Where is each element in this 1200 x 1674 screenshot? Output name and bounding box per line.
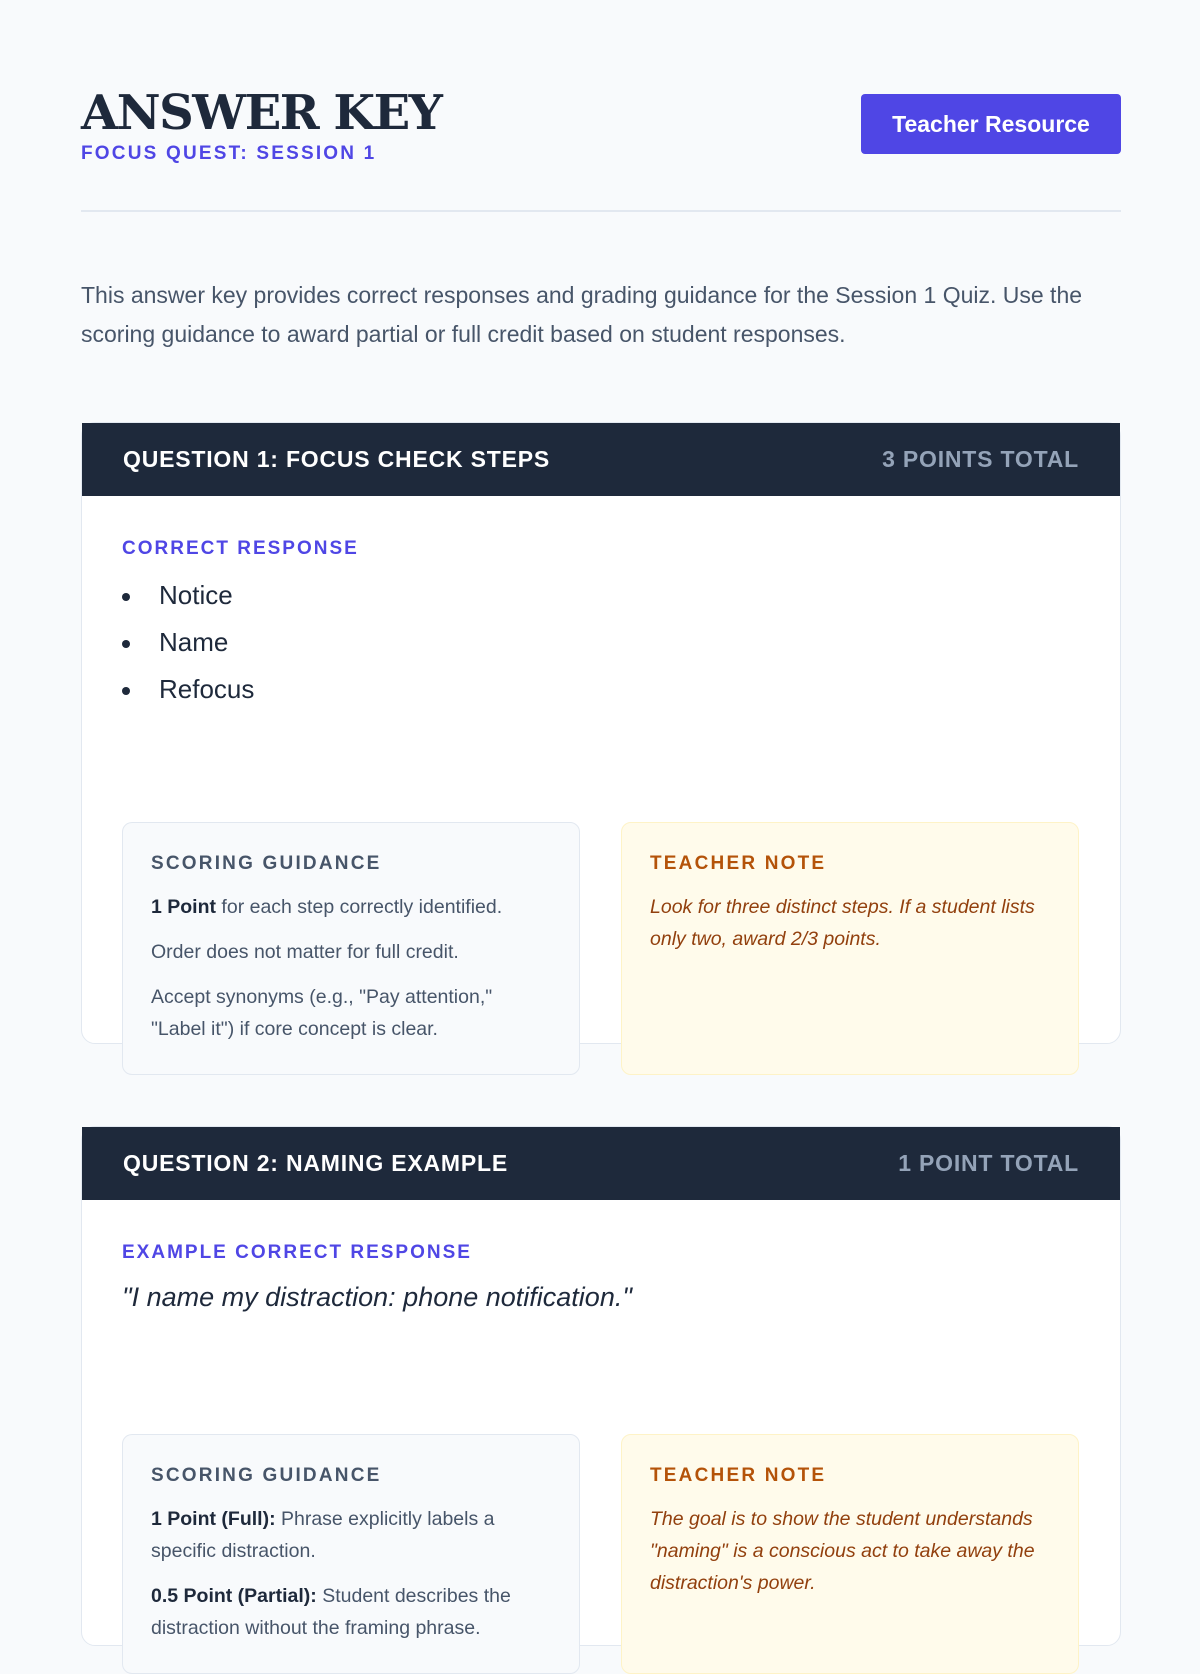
teacher-note-label: TEACHER NOTE <box>650 1465 827 1486</box>
question-header <box>82 423 1120 496</box>
answer-text: Refocus <box>159 674 255 704</box>
scoring-item-bold: 1 Point (Full): <box>151 1508 276 1530</box>
list-item <box>122 572 254 619</box>
question-title: QUESTION 1: FOCUS CHECK STEPS <box>123 446 551 472</box>
answer-text: Name <box>159 627 229 657</box>
list-item <box>122 619 254 666</box>
teacher-note-text: Look for three distinct steps. If a student lists only two, award 2/3 points. <box>650 896 1035 950</box>
bullet-icon <box>122 593 130 601</box>
scoring-item-text: Phrase explicitly labels a specific distraction. <box>151 1508 495 1562</box>
question-points: 1 POINT TOTAL <box>898 1150 1079 1176</box>
list-item <box>122 666 254 713</box>
scoring-item-text: Order does not matter for full credit. <box>151 941 459 963</box>
scoring-guidance-box <box>122 822 580 1075</box>
bullet-icon <box>122 687 130 695</box>
page-header <box>81 0 1121 212</box>
question-header <box>82 1127 1120 1200</box>
scoring-item-bold: 1 Point <box>151 896 217 918</box>
scoring-item-text: Student describes the distraction without the framing phrase. <box>151 1585 511 1639</box>
question-card-1 <box>81 422 1121 1044</box>
teacher-note-box <box>621 1434 1079 1674</box>
teacher-note-text: The goal is to show the student understands "naming" is a conscious act to take away the distraction's power. <box>650 1508 1035 1594</box>
page-title: ANSWER KEY <box>81 85 442 141</box>
scoring-guidance-label: SCORING GUIDANCE <box>151 853 382 874</box>
scoring-item <box>151 1503 551 1567</box>
page-subtitle: FOCUS QUEST: SESSION 1 <box>81 143 377 164</box>
teacher-note-box <box>621 822 1079 1075</box>
teacher-resource-button[interactable]: Teacher Resource <box>861 94 1121 154</box>
scoring-item <box>151 891 551 923</box>
scoring-item-bold: 0.5 Point (Partial): <box>151 1585 317 1607</box>
teacher-note-label: TEACHER NOTE <box>650 853 827 874</box>
example-response-quote: "I name my distraction: phone notification." <box>122 1282 632 1312</box>
scoring-item-text: for each step correctly identified. <box>216 896 503 918</box>
question-card-2 <box>81 1126 1121 1646</box>
scoring-item-text: Accept synonyms (e.g., "Pay attention," "Label it") if core concept is clear. <box>151 986 493 1040</box>
scoring-item <box>151 936 551 968</box>
question-points: 3 POINTS TOTAL <box>882 446 1079 472</box>
example-response-label: EXAMPLE CORRECT RESPONSE <box>122 1242 472 1263</box>
answer-list <box>122 572 254 713</box>
scoring-guidance-box <box>122 1434 580 1674</box>
scoring-item <box>151 981 551 1045</box>
answer-text: Notice <box>159 580 233 610</box>
correct-response-label: CORRECT RESPONSE <box>122 538 359 559</box>
scoring-item <box>151 1580 551 1644</box>
intro-paragraph: This answer key provides correct responses and grading guidance for the Session 1 Quiz. Use the scoring guidance to award partial or full credit based on student responses. <box>81 282 1083 347</box>
scoring-guidance-label: SCORING GUIDANCE <box>151 1465 382 1486</box>
question-title: QUESTION 2: NAMING EXAMPLE <box>123 1150 508 1176</box>
answer-key-page <box>81 0 1121 1639</box>
bullet-icon <box>122 640 130 648</box>
